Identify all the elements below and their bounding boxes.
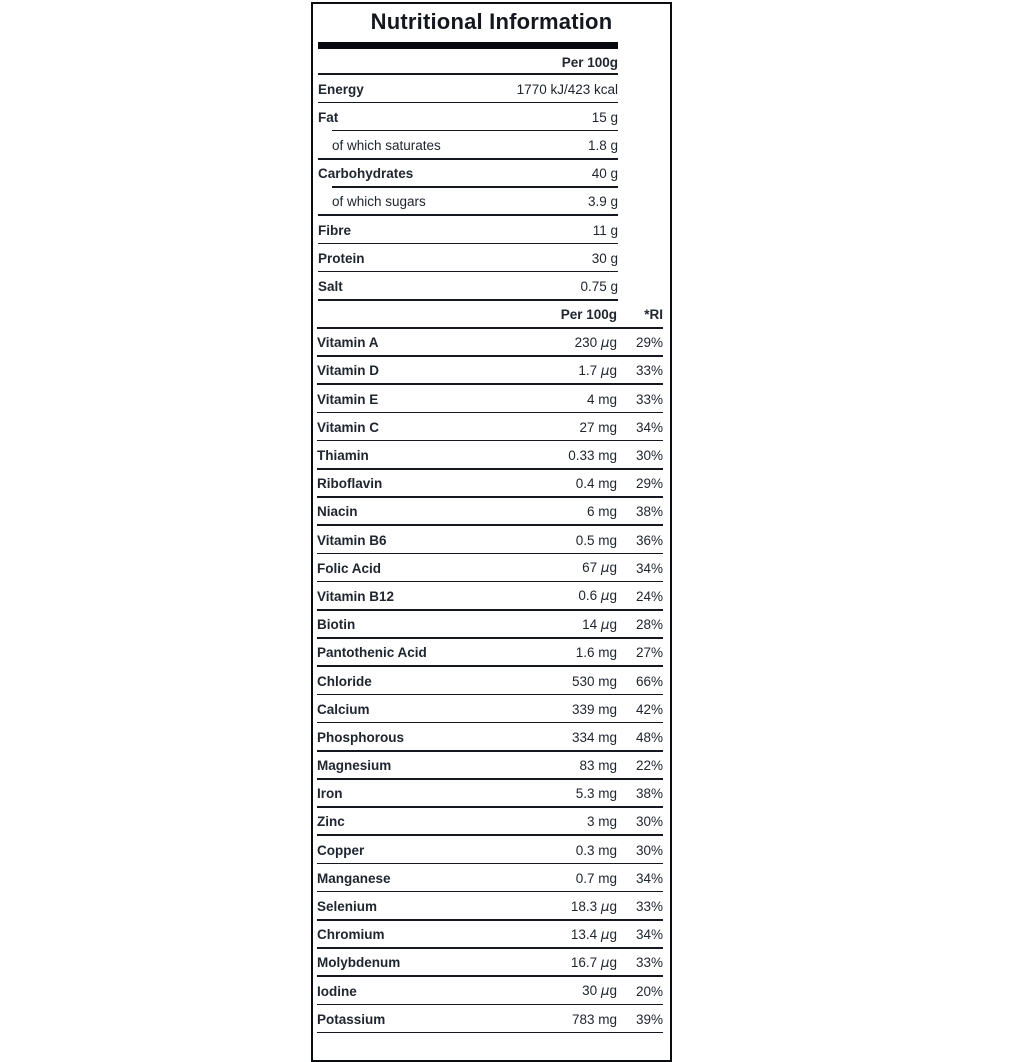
nutrient-value: 0.33 mg — [568, 448, 617, 464]
row-manganese — [317, 864, 663, 892]
nutrient-label: Iron — [317, 786, 343, 802]
row-iodine — [317, 977, 663, 1005]
nutrient-value: 1.6 mg — [575, 645, 617, 661]
nutrient-label: Iodine — [317, 983, 357, 999]
nutrient-label: Calcium — [317, 701, 370, 717]
row-protein — [318, 244, 618, 272]
nutrient-value: 14 µg — [582, 616, 617, 633]
nutrient-ri: 66% — [635, 673, 663, 689]
nutrient-label: Copper — [317, 842, 365, 858]
nutrient-ri: 30% — [635, 448, 663, 464]
nutrient-label: Salt — [318, 278, 343, 294]
nutrient-sublabel: of which saturates — [332, 137, 441, 153]
nutrient-ri: 33% — [635, 363, 663, 379]
nutrient-label: Protein — [318, 250, 365, 266]
nutrient-label: Vitamin B6 — [317, 532, 387, 548]
row-magnesium — [317, 752, 663, 780]
thick-divider-bar — [318, 42, 618, 49]
nutrient-label: Vitamin B12 — [317, 588, 395, 604]
nutrient-ri: 33% — [635, 899, 663, 915]
nutrient-ri: 34% — [635, 419, 663, 435]
nutrient-ri: 34% — [635, 927, 663, 943]
row-of-which-sugars — [318, 188, 618, 216]
nutrient-ri: 22% — [635, 758, 663, 774]
nutrient-sublabel: of which sugars — [332, 194, 426, 210]
nutrient-ri: 29% — [635, 476, 663, 492]
nutrient-value: 13.4 µg — [570, 926, 617, 943]
nutrient-label: Molybdenum — [317, 955, 401, 971]
nutrient-value: 0.7 mg — [575, 870, 617, 886]
nutrient-value: 83 mg — [579, 758, 617, 774]
nutrient-ri: 30% — [635, 842, 663, 858]
row-vitamin-b6 — [317, 526, 663, 554]
nutrient-ri: 24% — [635, 588, 663, 604]
nutrient-value: 27 mg — [579, 419, 617, 435]
macro-column-header — [318, 49, 618, 75]
row-selenium — [317, 892, 663, 920]
nutrient-value: 18.3 µg — [570, 898, 617, 915]
nutrient-ri: 27% — [635, 645, 663, 661]
row-salt — [318, 272, 618, 300]
row-carbohydrates — [318, 160, 618, 188]
row-vitamin-b12 — [317, 582, 663, 610]
nutrient-value: 0.5 mg — [575, 532, 617, 548]
nutrient-label: Magnesium — [317, 758, 392, 774]
nutrient-value: 30 µg — [582, 983, 617, 1000]
nutrient-label: Zinc — [317, 814, 345, 830]
nutrient-label: Chloride — [317, 673, 372, 689]
nutrient-value: 30 g — [591, 250, 618, 266]
row-pantothenic-acid — [317, 639, 663, 667]
nutrient-value: 3.9 g — [587, 194, 618, 210]
nutrient-value: 530 mg — [571, 673, 617, 689]
nutrient-value: 40 g — [591, 166, 618, 182]
nutrient-value: 0.3 mg — [575, 842, 617, 858]
row-thiamin — [317, 441, 663, 469]
nutrient-label: Biotin — [317, 617, 356, 633]
nutrient-value: 230 µg — [574, 334, 617, 351]
micro-column-header — [317, 301, 663, 329]
row-biotin — [317, 611, 663, 639]
nutrition-label — [311, 2, 672, 1062]
per-100g-header: Per 100g — [561, 54, 618, 70]
nutrient-label: Vitamin C — [317, 419, 380, 435]
nutrient-value: 15 g — [591, 109, 618, 125]
nutrient-value: 6 mg — [586, 504, 617, 520]
row-niacin — [317, 498, 663, 526]
nutrient-value: 4 mg — [586, 391, 617, 407]
row-vitamin-a — [317, 329, 663, 357]
nutrient-label: Riboflavin — [317, 476, 383, 492]
macronutrient-table — [318, 49, 618, 301]
nutrient-value: 334 mg — [571, 729, 617, 745]
row-of-which-saturates — [318, 131, 618, 159]
row-phosphorous — [317, 723, 663, 751]
nutrient-label: Vitamin D — [317, 363, 380, 379]
nutrient-label: Manganese — [317, 870, 391, 886]
nutrient-label: Phosphorous — [317, 729, 404, 745]
nutrient-label: Niacin — [317, 504, 358, 520]
nutrient-value: 1770 kJ/423 kcal — [516, 81, 618, 97]
nutrient-label: Pantothenic Acid — [317, 645, 427, 661]
nutrient-ri: 29% — [635, 335, 663, 351]
row-iron — [317, 780, 663, 808]
row-energy — [318, 75, 618, 103]
nutrient-value: 339 mg — [571, 701, 617, 717]
nutrient-value: 5.3 mg — [575, 786, 617, 802]
nutrient-ri: 39% — [635, 1011, 663, 1027]
row-folic-acid — [317, 554, 663, 582]
nutrient-ri: 34% — [635, 560, 663, 576]
row-vitamin-c — [317, 413, 663, 441]
nutrient-ri: 28% — [635, 617, 663, 633]
row-chromium — [317, 921, 663, 949]
nutrient-label: Fat — [318, 109, 339, 125]
nutrient-ri: 34% — [635, 870, 663, 886]
nutrient-value: 3 mg — [586, 814, 617, 830]
row-chloride — [317, 667, 663, 695]
nutrient-label: Thiamin — [317, 448, 369, 464]
row-fibre — [318, 216, 618, 244]
row-calcium — [317, 695, 663, 723]
label-title: Nutritional Information — [370, 9, 613, 34]
nutrient-value: 16.7 µg — [570, 954, 617, 971]
nutrient-value: 0.4 mg — [575, 476, 617, 492]
nutrient-label: Fibre — [318, 222, 352, 238]
nutrient-ri: 33% — [635, 391, 663, 407]
nutrient-label: Vitamin A — [317, 335, 379, 351]
nutrient-value: 11 g — [592, 222, 618, 238]
row-potassium — [317, 1005, 663, 1033]
nutrient-label: Selenium — [317, 899, 378, 915]
nutrient-value: 0.6 µg — [578, 588, 617, 605]
row-vitamin-d — [317, 357, 663, 385]
nutrient-ri: 42% — [635, 701, 663, 717]
row-zinc — [317, 808, 663, 836]
row-vitamin-e — [317, 385, 663, 413]
nutrient-label: Vitamin E — [317, 391, 379, 407]
ri-header: *RI — [644, 307, 663, 323]
nutrient-ri: 38% — [635, 504, 663, 520]
row-copper — [317, 836, 663, 864]
per-100g-header: Per 100g — [560, 307, 617, 323]
nutrient-ri: 38% — [635, 786, 663, 802]
nutrient-value: 0.75 g — [580, 278, 618, 294]
row-riboflavin — [317, 470, 663, 498]
nutrient-ri: 20% — [635, 983, 663, 999]
micronutrient-table — [317, 301, 663, 1034]
nutrient-value: 1.8 g — [587, 137, 618, 153]
row-fat — [318, 103, 618, 131]
nutrient-label: Energy — [318, 81, 364, 97]
nutrient-label: Potassium — [317, 1011, 386, 1027]
nutrient-ri: 33% — [635, 955, 663, 971]
nutrient-label: Carbohydrates — [318, 166, 414, 182]
nutrient-ri: 30% — [635, 814, 663, 830]
nutrient-value: 1.7 µg — [578, 362, 617, 379]
nutrient-label: Folic Acid — [317, 560, 382, 576]
nutrient-label: Chromium — [317, 927, 385, 943]
nutrient-ri: 36% — [635, 532, 663, 548]
row-molybdenum — [317, 949, 663, 977]
nutrient-value: 783 mg — [571, 1011, 617, 1027]
nutrient-value: 67 µg — [582, 560, 617, 577]
nutrient-ri: 48% — [635, 729, 663, 745]
